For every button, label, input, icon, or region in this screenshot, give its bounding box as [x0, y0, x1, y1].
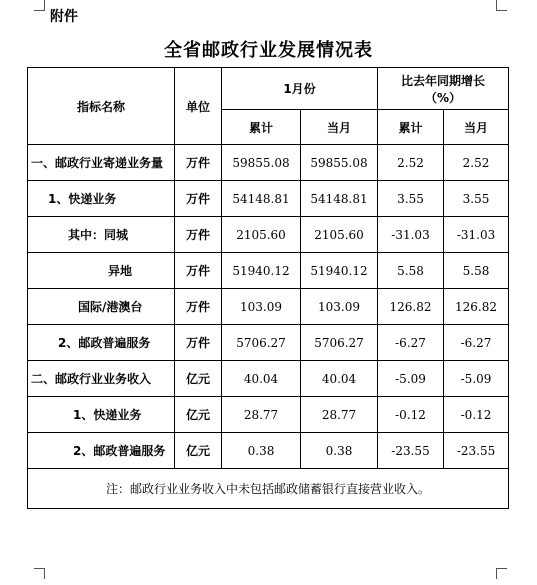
header-cumulative: 累计	[222, 110, 301, 145]
row-cumulative: 5706.27	[222, 325, 301, 361]
table-row	[28, 325, 509, 361]
postal-statistics-table	[27, 67, 509, 509]
row-unit: 亿元	[175, 433, 222, 469]
row-growth-cumulative: 2.52	[378, 145, 444, 181]
row-unit: 亿元	[175, 397, 222, 433]
row-growth-cumulative: 3.55	[378, 181, 444, 217]
header-row-1	[28, 68, 509, 110]
table-row	[28, 217, 509, 253]
crop-mark-top-left	[34, 0, 45, 11]
crop-mark-bottom-left	[34, 568, 45, 579]
row-name: 异地	[28, 253, 175, 289]
row-growth-current-month: -0.12	[444, 397, 509, 433]
table-row	[28, 361, 509, 397]
row-unit: 万件	[175, 181, 222, 217]
row-cumulative: 51940.12	[222, 253, 301, 289]
row-current-month: 103.09	[301, 289, 378, 325]
page-title: 全省邮政行业发展情况表	[164, 40, 373, 61]
row-current-month: 40.04	[301, 361, 378, 397]
row-name: 其中：同城	[28, 217, 175, 253]
table-row	[28, 289, 509, 325]
row-unit: 万件	[175, 217, 222, 253]
row-unit: 万件	[175, 289, 222, 325]
row-name: 1、快递业务	[28, 181, 175, 217]
row-growth-current-month: 2.52	[444, 145, 509, 181]
table-row	[28, 181, 509, 217]
header-month-group: 1月份	[222, 68, 378, 110]
row-cumulative: 40.04	[222, 361, 301, 397]
row-unit: 万件	[175, 253, 222, 289]
row-cumulative: 28.77	[222, 397, 301, 433]
crop-mark-bottom-right	[496, 568, 507, 579]
row-current-month: 54148.81	[301, 181, 378, 217]
row-current-month: 51940.12	[301, 253, 378, 289]
row-name: 1、快递业务	[28, 397, 175, 433]
header-growth-line1: 比去年同期增长	[401, 73, 486, 88]
row-growth-current-month: -23.55	[444, 433, 509, 469]
header-current-month: 当月	[301, 110, 378, 145]
table-note: 注：邮政行业业务收入中未包括邮政储蓄银行直接营业收入。	[28, 469, 509, 509]
row-growth-cumulative: -6.27	[378, 325, 444, 361]
attachment-label: 附件	[50, 9, 78, 25]
row-growth-current-month: -6.27	[444, 325, 509, 361]
row-current-month: 28.77	[301, 397, 378, 433]
row-growth-current-month: -5.09	[444, 361, 509, 397]
table-row	[28, 433, 509, 469]
row-growth-cumulative: -23.55	[378, 433, 444, 469]
row-growth-cumulative: -31.03	[378, 217, 444, 253]
row-cumulative: 54148.81	[222, 181, 301, 217]
row-name: 二、邮政行业业务收入	[28, 361, 175, 397]
row-current-month: 0.38	[301, 433, 378, 469]
header-indicator: 指标名称	[28, 68, 175, 145]
row-growth-current-month: 126.82	[444, 289, 509, 325]
row-cumulative: 2105.60	[222, 217, 301, 253]
crop-mark-top-right	[496, 0, 507, 11]
row-name: 2、邮政普遍服务	[28, 325, 175, 361]
header-unit: 单位	[175, 68, 222, 145]
row-cumulative: 103.09	[222, 289, 301, 325]
table-row	[28, 145, 509, 181]
row-unit: 万件	[175, 325, 222, 361]
row-unit: 亿元	[175, 361, 222, 397]
row-growth-current-month: 5.58	[444, 253, 509, 289]
row-growth-cumulative: 5.58	[378, 253, 444, 289]
row-unit: 万件	[175, 145, 222, 181]
row-growth-cumulative: -0.12	[378, 397, 444, 433]
row-growth-current-month: 3.55	[444, 181, 509, 217]
row-growth-cumulative: 126.82	[378, 289, 444, 325]
header-growth-group	[378, 68, 509, 110]
row-cumulative: 59855.08	[222, 145, 301, 181]
table-row	[28, 397, 509, 433]
row-current-month: 59855.08	[301, 145, 378, 181]
row-current-month: 5706.27	[301, 325, 378, 361]
row-name: 国际/港澳台	[28, 289, 175, 325]
row-cumulative: 0.38	[222, 433, 301, 469]
row-name: 2、邮政普遍服务	[28, 433, 175, 469]
row-growth-current-month: -31.03	[444, 217, 509, 253]
header-growth-cumulative: 累计	[378, 110, 444, 145]
row-name: 一、邮政行业寄递业务量	[28, 145, 175, 181]
table-row	[28, 253, 509, 289]
row-current-month: 2105.60	[301, 217, 378, 253]
row-growth-cumulative: -5.09	[378, 361, 444, 397]
note-row	[28, 469, 509, 509]
header-growth-current-month: 当月	[444, 110, 509, 145]
header-growth-line2: （%）	[425, 90, 462, 105]
